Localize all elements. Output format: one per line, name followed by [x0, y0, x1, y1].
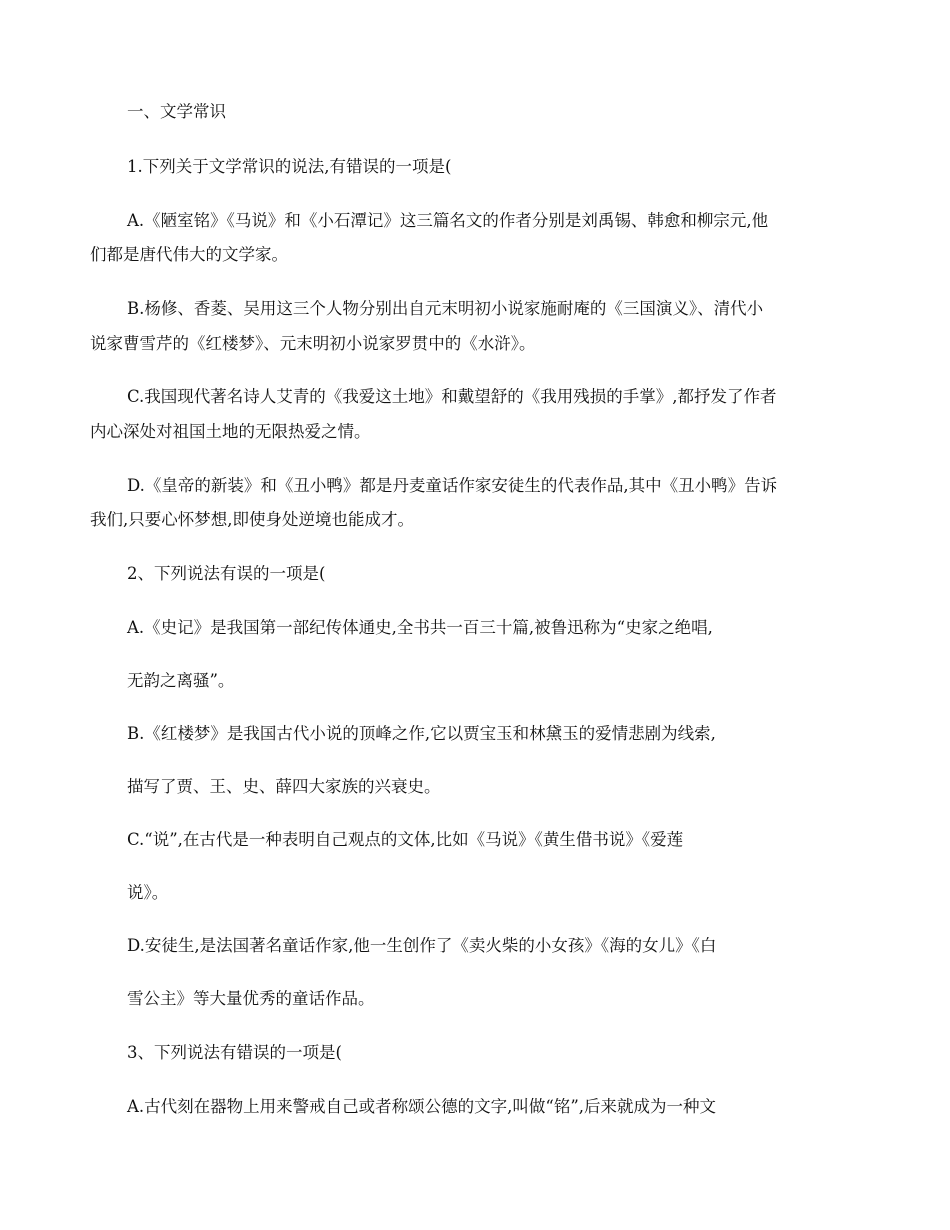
question-3-option-a-line-1: A.古代刻在器物上用来警戒自己或者称颂公德的文字,叫做“铭”,后来就成为一种文: [127, 1097, 717, 1116]
question-2-option-b-line-1: B.《红楼梦》是我国古代小说的顶峰之作,它以贾宝玉和林黛玉的爱情悲剧为线索,: [127, 724, 716, 743]
question-1-option-b-line-1: B.杨修、香菱、吴用这三个人物分别出自元末明初小说家施耐庵的《三国演义》、清代小: [127, 299, 764, 318]
question-1-stem: 1.下列关于文学常识的说法,有错误的一项是(: [127, 157, 452, 176]
question-3-stem: 3、下列说法有错误的一项是(: [127, 1043, 342, 1062]
question-1-option-a-line-2: 们都是唐代伟大的文学家。: [90, 245, 288, 264]
question-2-option-d-line-2: 雪公主》等大量优秀的童话作品。: [127, 989, 375, 1008]
question-2-option-a-line-1: A.《史记》是我国第一部纪传体通史,全书共一百三十篇,被鲁迅称为“史家之绝唱,: [127, 618, 713, 637]
question-2-stem: 2、下列说法有误的一项是(: [127, 564, 326, 583]
question-1-option-d-line-2: 我们,只要心怀梦想,即使身处逆境也能成才。: [90, 510, 414, 529]
question-1-option-c-line-1: C.我国现代著名诗人艾青的《我爱这土地》和戴望舒的《我用残损的手掌》,都抒发了作者: [127, 387, 777, 406]
question-2-option-c-line-2: 说》。: [127, 883, 169, 902]
question-2-option-c-line-1: C.“说”,在古代是一种表明自己观点的文体,比如《马说》《黄生借书说》《爱莲: [127, 830, 684, 849]
question-2-option-d-line-1: D.安徒生,是法国著名童话作家,他一生创作了《卖火柴的小女孩》《海的女儿》《白: [127, 936, 717, 955]
question-1-option-c-line-2: 内心深处对祖国土地的无限热爱之情。: [90, 422, 371, 441]
question-2-option-b-line-2: 描写了贾、王、史、薛四大家族的兴衰史。: [127, 777, 441, 796]
question-1-option-d-line-1: D.《皇帝的新装》和《丑小鸭》都是丹麦童话作家安徒生的代表作品,其中《丑小鸭》告诉: [127, 476, 778, 495]
section-title: 一、文学常识: [127, 102, 226, 121]
question-2-option-a-line-2: 无韵之离骚”。: [127, 671, 235, 690]
question-1-option-a-line-1: A.《陋室铭》《马说》和《小石潭记》这三篇名文的作者分别是刘禹锡、韩愈和柳宗元,他: [127, 211, 769, 230]
question-1-option-b-line-2: 说家曹雪芹的《红楼梦》、元末明初小说家罗贯中的《水浒》。: [90, 334, 536, 353]
